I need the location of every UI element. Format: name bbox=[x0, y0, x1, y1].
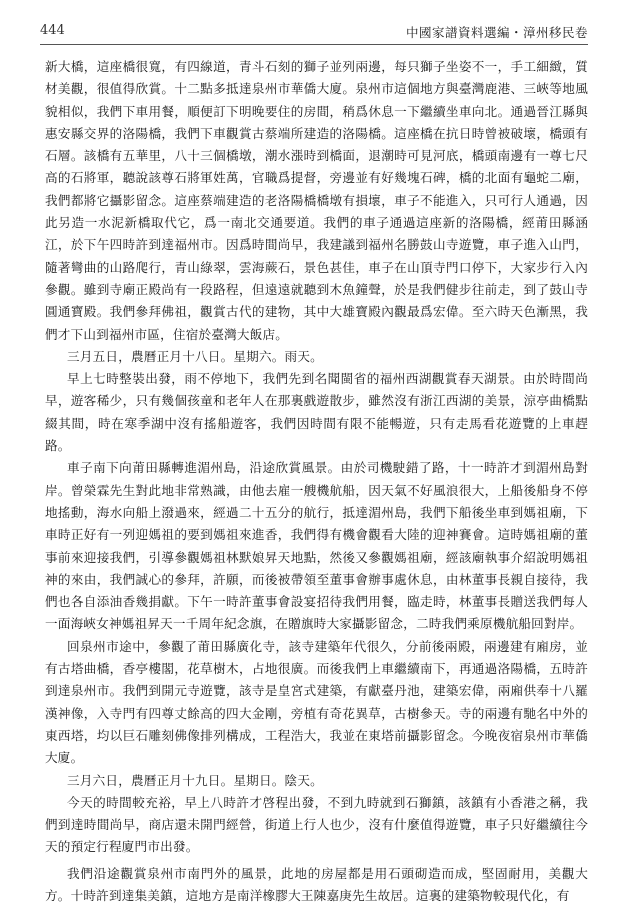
paragraph-meizhou-island: 車子南下向莆田縣轉進湄州島，沿途欣賞風景。由於司機駛錯了路，十一時許才到湄州島對岸。曾榮霖先生對此地非常熟識，由他去雇一艘機航船，因天氣不好風浪很大，上船後船身不停地搖動，海水向船上潑過來，經過二十五分的航行，抵達湄州島，我們下船後坐車到媽祖廟，下車時正好有一列迎媽祖的要到媽祖來進香，我們得有機會觀看大陸的迎神賽會。這時媽祖廟的董事前來迎接我們，引導參觀媽祖林默娘昇天地點，然後又參觀媽祖廟，經該廟執事介紹說明媽祖神的來由，我們誠心的參拜，許願，而後被帶領至董事會辦事處休息，由林董事長親自接待，我們也各自添油香幾捐獻。下午一時許董事會設宴招待我們用餐，臨走時，林董事長贈送我們每人一面海峽女神媽祖昇天一千周年紀念旗，在贈旗時大家攝影留念，二時我們乘原機航船回對岸。 bbox=[45, 460, 588, 632]
paragraph-luoyang-bridge: 新大橋，這座橋很寬，有四線道，青斗石刻的獅子並列兩邊，每只獅子坐姿不一，手工細緻，質材美觀，很值得欣賞。十二點多抵達泉州市華僑大廈。泉州市這個地方與臺灣鹿港、三峽等地風貌相似，我們下車用餐，順便訂下明晚要住的房間，稍爲休息一下繼續坐車向北。通過晉江縣與惠安縣交界的洛陽橋，我們下車觀賞古蔡端所建造的洛陽橋。這座橋在抗日時曾被破壞，橋頭有石層。該橋有五華里，八十三個橋墩，潮水漲時到橋面，退潮時可見河底，橋頭南邊有一尊七尺高的石將軍，聽說該尊石將軍姓萬，官職爲提督，旁邊並有好幾塊石碑，橋的北面有龜蛇二廟，我們都將它攝影留念。這座蔡端建造的老洛陽橋橋墩有損壞，車子不能進入，只可行人通過，因此另造一水泥新橋取代它，爲一南北交通要道。我們的車子通過這座新的洛陽橋，經莆田縣涵江，於下午四時許到達福州市。因爲時間尚早，我建議到福州名勝鼓山寺遊覽，車子進入山門，隨著彎曲的山路爬行，青山綠翠，雲海蕨石，景色甚佳，車子在山頂寺門口停下，大家步行入內參觀。雖到寺廟正殿尚有一段路程，但遠遠就聽到木魚鐘聲，於是我們健步往前走，到了鼓山寺圓通寶殿。我們參拜佛祖，觀賞古代的建物，其中大雄寶殿內觀最爲宏偉。至六時天色漸黑，我們才下山到福州市區，住宿於臺灣大飯店。 bbox=[45, 59, 588, 342]
paragraph-shishi-town: 今天的時間較充裕，早上八時許才啓程出發，不到九時就到石獅鎮，該鎮有小香港之稱，我們到達時間尚早，商店還未開門經營，街道上行人也少，沒有什麼值得遊覽，車子只好繼續往今天的預定行程廈門市出發。 bbox=[45, 794, 588, 855]
body-text bbox=[45, 56, 588, 907]
date-heading-march-6: 三月六日，農曆正月十九日。星期日。陰天。 bbox=[67, 772, 323, 788]
paragraph-fuzhou-west-lake: 早上七時整裝出發，雨不停地下，我們先到名聞閩省的福州西湖觀賞春天湖景。由於時間尚早，遊客稀少，只有幾個孩童和老年人在那裏戲遊散步，雖然沒有浙江西湖的美景，涼亭曲橋點綴其間，時在寒季湖中沒有搖船遊客，我們因時間有限不能暢遊，只有走馬看花遊覽的上車趕路。 bbox=[45, 371, 588, 454]
running-title: 中國家譜資料選編・漳州移民卷 bbox=[405, 25, 588, 40]
paragraph-jimei-town: 我們沿途觀賞泉州市南門外的風景，此地的房屋都是用石頭砌造而成，堅固耐用，美觀大方。十時許到達集美鎮，這地方是南洋橡膠大王陳嘉庚先生故居。這裏的建築物較現代化，有 bbox=[45, 865, 588, 903]
page-header bbox=[40, 20, 588, 45]
page-number: 444 bbox=[40, 23, 65, 38]
paragraph-kaiyuan-temple: 回泉州市途中，參觀了莆田縣廣化寺，該寺建築年代很久，分前後兩殿，兩邊建有廂房，並有古塔曲橋，香亭樓閣，花草樹木，占地很廣。而後我們上車繼續南下，再通過洛陽橋，五時許到達泉州市。我們到開元寺遊覽，該寺是皇宮式建築，有獻臺丹池，建築宏偉，兩廂供奉十八羅漢神像，入寺門有四尊丈餘高的四大金剛，旁植有奇花異草，古樹參天。寺的兩邊有馳名中外的東西塔，均以巨石雕刻佛像排列構成，工程浩大，我並在東塔前攝影留念。今晚夜宿泉州市華僑大廈。 bbox=[45, 638, 588, 766]
date-heading-march-5: 三月五日，農曆正月十八日。星期六。雨天。 bbox=[67, 348, 323, 364]
